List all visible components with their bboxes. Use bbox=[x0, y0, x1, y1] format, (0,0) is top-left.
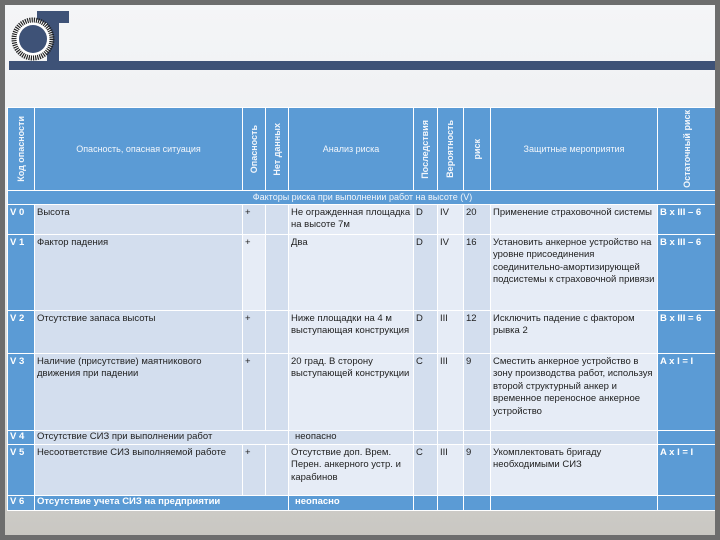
row-risk: 12 bbox=[464, 310, 491, 353]
row-nodata bbox=[266, 310, 289, 353]
row-measures: Сместить анкерное устройство в зону производства работ, используя второй структурный анкер и временное переносное анкерное устройство bbox=[491, 353, 658, 430]
row-nodata bbox=[266, 204, 289, 234]
row-analysis: Два bbox=[289, 234, 414, 310]
row-hazard: Фактор падения bbox=[35, 234, 243, 310]
row-analysis: 20 град. В сторону выступающей конструкции bbox=[289, 353, 414, 430]
row-residual: A x I = I bbox=[658, 353, 716, 430]
row-probability: III bbox=[438, 353, 464, 430]
header-row bbox=[8, 108, 716, 191]
row-risk: 9 bbox=[464, 353, 491, 430]
row-nodata bbox=[266, 234, 289, 310]
table-row bbox=[8, 234, 716, 310]
risk-table bbox=[7, 107, 715, 511]
table-row bbox=[8, 430, 716, 444]
row-risk: 20 bbox=[464, 204, 491, 234]
row-code: V 2 bbox=[8, 310, 35, 353]
row-probability: IV bbox=[438, 204, 464, 234]
row-code: V 6 bbox=[8, 495, 35, 510]
row-analysis: Не огражденная площадка на высоте 7м bbox=[289, 204, 414, 234]
col-residual: Остаточный риск bbox=[658, 108, 716, 191]
col-danger: Опасность bbox=[243, 108, 266, 191]
table-row bbox=[8, 353, 716, 430]
col-consequences: Последствия bbox=[414, 108, 438, 191]
row-consequences: D bbox=[414, 310, 438, 353]
row-probability: IV bbox=[438, 234, 464, 310]
col-risk: риск bbox=[464, 108, 491, 191]
col-code: Код опасности bbox=[8, 108, 35, 191]
row-probability: III bbox=[438, 310, 464, 353]
row-code: V 4 bbox=[8, 430, 35, 444]
row-danger: + bbox=[243, 234, 266, 310]
row-consequences bbox=[414, 430, 438, 444]
row-measures: Исключить падение с фактором рывка 2 bbox=[491, 310, 658, 353]
section-row bbox=[8, 190, 716, 204]
row-consequences: C bbox=[414, 353, 438, 430]
row-analysis: неопасно bbox=[289, 495, 414, 510]
row-nodata bbox=[266, 353, 289, 430]
row-code: V 0 bbox=[8, 204, 35, 234]
table-row bbox=[8, 444, 716, 495]
table-row bbox=[8, 310, 716, 353]
row-risk bbox=[464, 495, 491, 510]
institute-logo bbox=[9, 9, 69, 61]
row-consequences bbox=[414, 495, 438, 510]
header-bar bbox=[9, 61, 715, 70]
row-analysis: Отсутствие доп. Врем. Перен. анкерного устр. и карабинов bbox=[289, 444, 414, 495]
row-consequences: D bbox=[414, 234, 438, 310]
section-title: Факторы риска при выполнении работ на высоте (V) bbox=[8, 190, 716, 204]
row-risk: 9 bbox=[464, 444, 491, 495]
row-danger: + bbox=[243, 353, 266, 430]
row-hazard: Несоответствие СИЗ выполняемой работе bbox=[35, 444, 243, 495]
row-residual: A x I = I bbox=[658, 444, 716, 495]
row-measures bbox=[491, 430, 658, 444]
col-nodata: Нет данных bbox=[266, 108, 289, 191]
row-code: V 1 bbox=[8, 234, 35, 310]
row-hazard: Отсутствие СИЗ при выполнении работ bbox=[35, 430, 289, 444]
row-analysis: Ниже площадки на 4 м выступающая конструкция bbox=[289, 310, 414, 353]
row-nodata bbox=[266, 444, 289, 495]
table-row bbox=[8, 204, 716, 234]
row-probability bbox=[438, 495, 464, 510]
row-residual: B x III – 6 bbox=[658, 234, 716, 310]
row-consequences: C bbox=[414, 444, 438, 495]
row-measures: Установить анкерное устройство на уровне присоединения соединительно-амортизирующей подсистемы к страховочной привязи bbox=[491, 234, 658, 310]
row-measures bbox=[491, 495, 658, 510]
row-danger: + bbox=[243, 204, 266, 234]
row-measures: Применение страховочной системы bbox=[491, 204, 658, 234]
row-risk bbox=[464, 430, 491, 444]
col-hazard: Опасность, опасная ситуация bbox=[35, 108, 243, 191]
row-analysis: неопасно bbox=[289, 430, 414, 444]
row-consequences: D bbox=[414, 204, 438, 234]
row-hazard: Отсутствие запаса высоты bbox=[35, 310, 243, 353]
row-hazard: Высота bbox=[35, 204, 243, 234]
row-danger: + bbox=[243, 444, 266, 495]
row-risk: 16 bbox=[464, 234, 491, 310]
row-danger: + bbox=[243, 310, 266, 353]
row-measures: Укомплектовать бригаду необходимыми СИЗ bbox=[491, 444, 658, 495]
row-hazard: Отсутствие учета СИЗ на предприятии bbox=[35, 495, 289, 510]
col-probability: Вероятность bbox=[438, 108, 464, 191]
row-code: V 5 bbox=[8, 444, 35, 495]
row-residual bbox=[658, 495, 716, 510]
row-code: V 3 bbox=[8, 353, 35, 430]
row-probability: III bbox=[438, 444, 464, 495]
row-residual: B x III – 6 bbox=[658, 204, 716, 234]
row-residual bbox=[658, 430, 716, 444]
row-probability bbox=[438, 430, 464, 444]
table-row bbox=[8, 495, 716, 510]
col-analysis: Анализ риска bbox=[289, 108, 414, 191]
row-residual: B x III = 6 bbox=[658, 310, 716, 353]
col-measures: Защитные мероприятия bbox=[491, 108, 658, 191]
slide bbox=[5, 5, 715, 535]
row-hazard: Наличие (присутствие) маятникового движения при падении bbox=[35, 353, 243, 430]
